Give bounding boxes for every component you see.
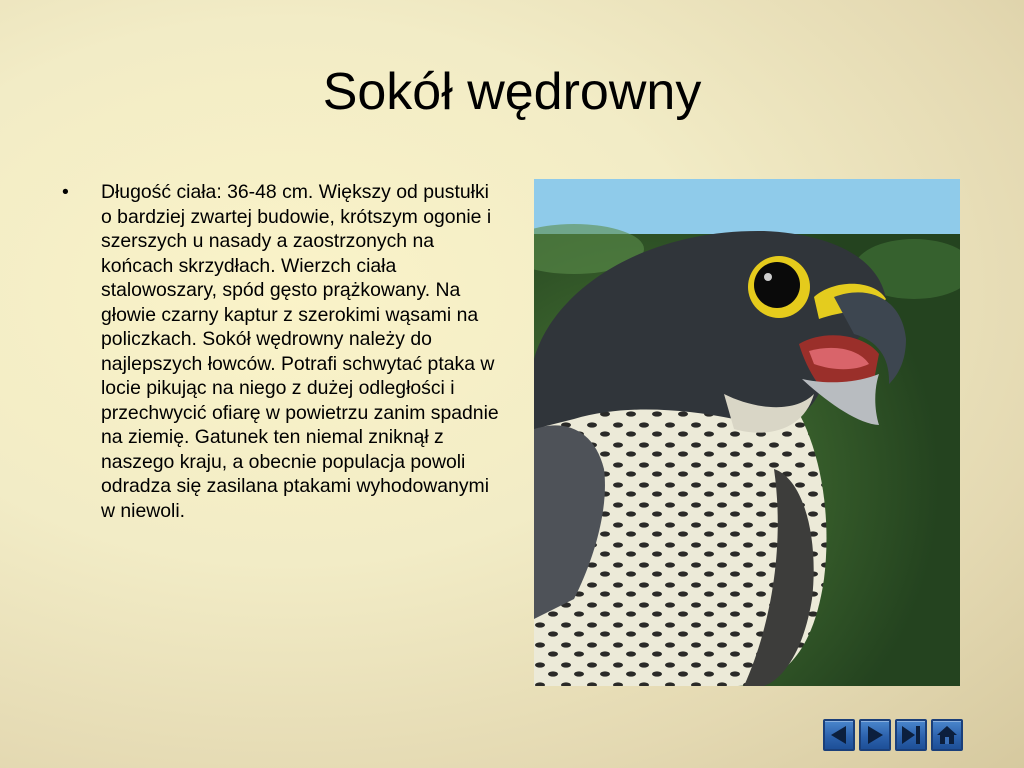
slide-title: Sokół wędrowny <box>322 63 702 121</box>
arrow-left-icon <box>827 723 851 747</box>
home-icon <box>935 723 959 747</box>
arrow-right-icon <box>863 723 887 747</box>
bullet-marker: • <box>62 181 69 203</box>
previous-slide-button[interactable] <box>823 719 855 751</box>
next-slide-button[interactable] <box>859 719 891 751</box>
home-button[interactable] <box>931 719 963 751</box>
description-text: Długość ciała: 36-48 cm. Większy od pustułki o bardziej zwartej budowie, krótszym ogonie i szerszych u nasady a zaostrzonych na końcach skrzydłach. Wierzch ciała stalowoszary, spód gęsto prążkowany. Na głowie czarny kaptur z szerokimi wąsami na policzkach. Sokół wędrowny należy do najlepszych łowców. Potrafi schwytać ptaka w locie pikując na niego z dużej odległości i przechwycić ofiarę w powietrzu zanim spadnie na ziemię. Gatunek ten niemal zniknął z naszego kraju, a obecnie populacja powoli odradza się zasilana ptakami wyhodowanymi w niewoli. <box>101 181 499 522</box>
slide-navigation <box>823 719 963 751</box>
skip-to-end-icon <box>899 723 923 747</box>
falcon-photo <box>534 179 960 686</box>
peregrine-falcon-illustration <box>534 179 960 686</box>
last-slide-button[interactable] <box>895 719 927 751</box>
bullet-paragraph <box>62 180 502 523</box>
